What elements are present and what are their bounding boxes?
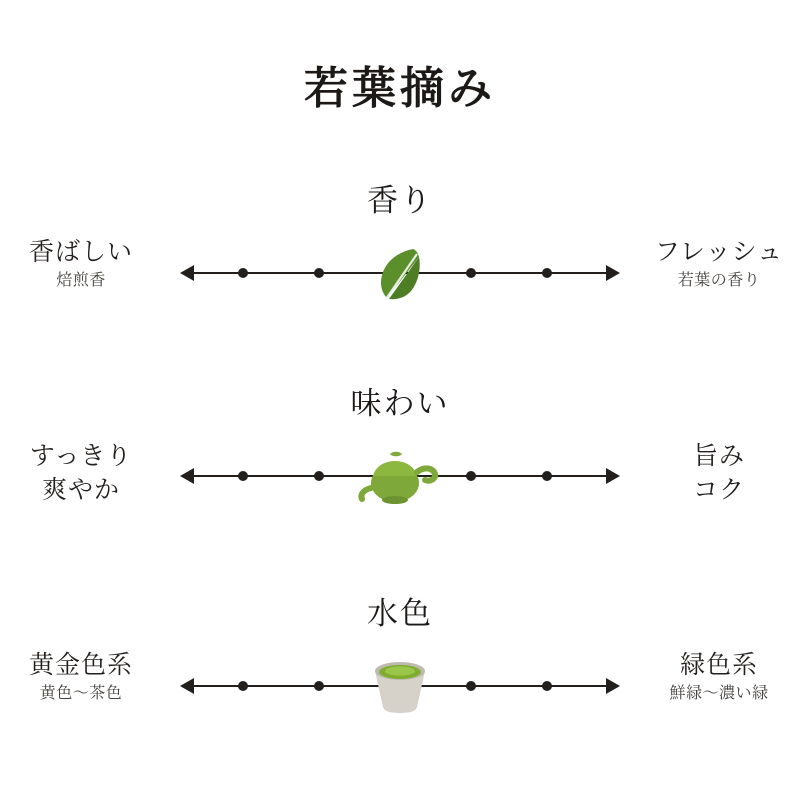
axis-left-main-taste-line1: すっきり bbox=[29, 443, 133, 470]
axis-right-main-color: 緑色系 bbox=[679, 652, 758, 679]
axis-left-main-aroma: 香ばしい bbox=[28, 239, 133, 266]
axis-heading-color: 水色 bbox=[367, 596, 433, 631]
teacup-icon bbox=[350, 650, 450, 724]
axis-left-label-color bbox=[0, 650, 176, 705]
axis-block-color bbox=[0, 588, 800, 748]
scale-dot bbox=[466, 681, 476, 691]
axis-right-main-taste-line2: コク bbox=[692, 476, 745, 504]
axis-right-main-aroma: フレッシュ bbox=[654, 239, 784, 266]
axis-right-sub-aroma: 若葉の香り bbox=[677, 272, 761, 289]
scale-dot bbox=[542, 471, 552, 481]
axis-right-label-color bbox=[624, 650, 800, 705]
scale-dot bbox=[314, 681, 324, 691]
teapot-icon bbox=[350, 440, 450, 514]
axis-heading-taste: 味わい bbox=[350, 386, 450, 421]
scale-dot bbox=[314, 268, 324, 278]
axis-left-label-aroma bbox=[0, 237, 176, 292]
axis-left-label-taste bbox=[0, 440, 176, 508]
page-title: 若葉摘み bbox=[304, 64, 496, 113]
arrow-right-icon bbox=[606, 678, 620, 694]
axis-left-sub-color: 黄色〜茶色 bbox=[39, 685, 123, 702]
axis-right-label-taste bbox=[624, 440, 800, 508]
axis-left-sub-aroma: 焙煎香 bbox=[56, 272, 106, 289]
axis-right-main-taste-line1: 旨み bbox=[692, 443, 745, 470]
axis-block-taste bbox=[0, 378, 800, 538]
axis-right-sub-color: 鮮緑〜濃い緑 bbox=[669, 685, 769, 702]
scale-dot bbox=[542, 681, 552, 691]
scale-dot bbox=[238, 471, 248, 481]
axis-heading-aroma: 香り bbox=[367, 183, 433, 218]
arrow-right-icon bbox=[606, 468, 620, 484]
scale-dot bbox=[542, 268, 552, 278]
scale-dot bbox=[238, 268, 248, 278]
scale-dot bbox=[466, 268, 476, 278]
axis-right-label-aroma bbox=[624, 237, 800, 292]
axis-block-aroma bbox=[0, 175, 800, 335]
axis-left-main-taste-line2: 爽やか bbox=[41, 476, 120, 504]
scale-dot bbox=[314, 471, 324, 481]
arrow-right-icon bbox=[606, 265, 620, 281]
scale-dot bbox=[238, 681, 248, 691]
scale-dot bbox=[466, 471, 476, 481]
tea-leaf-icon bbox=[350, 237, 450, 311]
axis-left-main-color: 黄金色系 bbox=[28, 652, 133, 679]
